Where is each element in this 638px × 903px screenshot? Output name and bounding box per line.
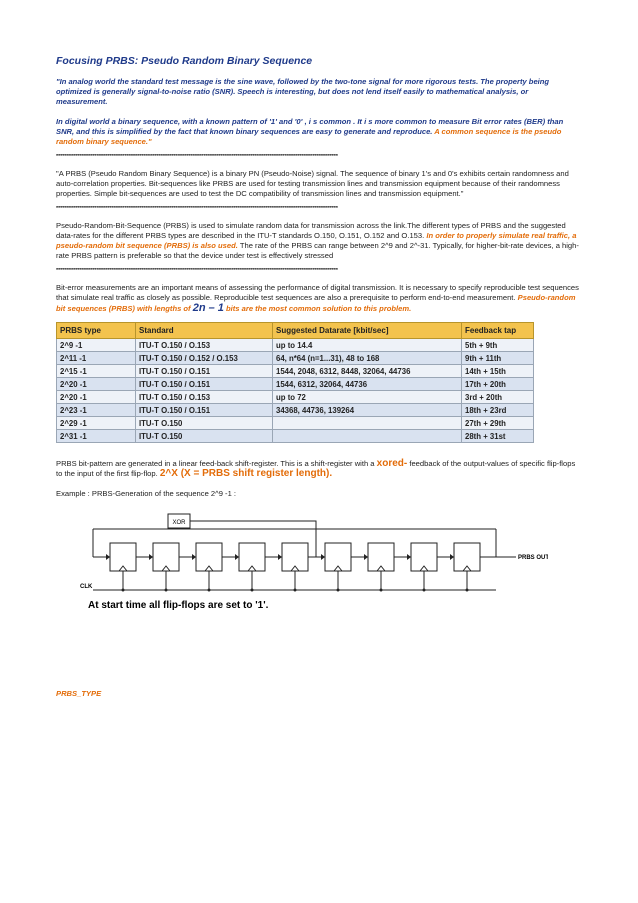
paragraph-prbs-usage-rate: The rate of the PRBS can range between 2^9 and 2^-31. Typically, for higher-bit-rate devices, a high-rate PRBS pattern is preferable so that the device under test is effectively stressed bbox=[56, 241, 579, 260]
arrow-icon bbox=[364, 554, 368, 560]
document-page bbox=[56, 55, 581, 619]
table-cell: up to 14.4 bbox=[273, 339, 462, 352]
table-header: Standard bbox=[136, 323, 273, 339]
arrow-icon bbox=[321, 554, 325, 560]
table-cell: 1544, 6312, 32064, 44736 bbox=[273, 378, 462, 391]
table-cell: 2^20 -1 bbox=[57, 391, 136, 404]
table-body bbox=[57, 339, 534, 443]
table-cell: ITU-T O.150 / O.151 bbox=[136, 365, 273, 378]
table-cell: 9th + 11th bbox=[462, 352, 534, 365]
table-cell: ITU-T O.150 bbox=[136, 417, 273, 430]
arrow-icon bbox=[106, 554, 110, 560]
table-row bbox=[57, 417, 534, 430]
paragraph-bit-error-end: bits are the most common solution to this problem. bbox=[226, 304, 412, 313]
paragraph-prbs-usage-highlight: In order to properly simulate real traffic, a pseudo-random bit sequence (PRBS) is also used. bbox=[56, 231, 577, 250]
table-cell: ITU-T O.150 / O.151 bbox=[136, 404, 273, 417]
table-row bbox=[57, 391, 534, 404]
table-cell: 34368, 44736, 139264 bbox=[273, 404, 462, 417]
table-header: PRBS type bbox=[57, 323, 136, 339]
flip-flop-chain bbox=[93, 521, 496, 592]
paragraph-prbs-definition: "A PRBS (Pseudo Random Binary Sequence) is a binary PN (Pseudo-Noise) signal. The sequence of binary 1's and 0's exhibits certain randomness and auto-correlation properties. Bit-sequences like PRBS are used for testing transmission lines and transmission equipment because of their randomness properties. Simple bit-sequences are used to test the DC compatibility of transmission lines and transmission equipment." bbox=[56, 169, 569, 198]
table-cell: 1544, 2048, 6312, 8448, 32064, 44736 bbox=[273, 365, 462, 378]
table-cell: 64, n*64 (n=1...31), 48 to 168 bbox=[273, 352, 462, 365]
table-cell: 27th + 29th bbox=[462, 417, 534, 430]
arrow-icon bbox=[407, 554, 411, 560]
table-row bbox=[57, 404, 534, 417]
table-header: Feedback tap bbox=[462, 323, 534, 339]
table-row bbox=[57, 365, 534, 378]
arrow-icon bbox=[192, 554, 196, 560]
table-row bbox=[57, 378, 534, 391]
paragraph-prbs-usage-text: Pseudo-Random-Bit-Sequence (PRBS) is used to simulate random data for transmission across the link.The different types of PRBS and the suggested data-rates for the different PRBS types are described in the ITU-T standards O.150, O.151, O.152 and O.153. bbox=[56, 221, 566, 240]
xor-label: XOR bbox=[172, 520, 186, 526]
paragraph-shift-register-text: PRBS bit-pattern are generated in a linear feed-back shift-register. This is a shift-register with a bbox=[56, 459, 375, 468]
table-header: Suggested Datarate [kbit/sec] bbox=[273, 323, 462, 339]
arrow-icon bbox=[278, 554, 282, 560]
separator-3: ************************************************************************************************************************************ bbox=[56, 268, 338, 274]
separator-1: ************************************************************************************************************************************ bbox=[56, 154, 338, 160]
table-cell: 2^31 -1 bbox=[57, 430, 136, 443]
paragraph-shift-register bbox=[56, 459, 581, 479]
paragraph-digital-text: In digital world a binary sequence, with a known pattern of '1' and '0' , i s common . It i s more common to measure Bit error rates (BER) than SNR, and this is simplified by the fact that known binary sequences are easy to generate and reproduce. bbox=[56, 117, 564, 136]
separator-2: ************************************************************************************************************************************ bbox=[56, 206, 338, 212]
table-cell: 2^20 -1 bbox=[57, 378, 136, 391]
formula-2n-1: 2n – 1 bbox=[192, 302, 224, 314]
table-cell: ITU-T O.150 / O.153 bbox=[136, 391, 273, 404]
paragraph-shift-register-cont: feedback of the output-values of specific flip-flops to the input of the first flip-flop. bbox=[56, 459, 576, 478]
table-cell: 2^29 -1 bbox=[57, 417, 136, 430]
arrow-icon bbox=[235, 554, 239, 560]
prbs-table bbox=[56, 322, 534, 443]
table-cell: up to 72 bbox=[273, 391, 462, 404]
table-cell: 14th + 15th bbox=[462, 365, 534, 378]
paragraph-prbs-usage bbox=[56, 221, 581, 261]
paragraph-bit-error bbox=[56, 283, 581, 314]
prbs-type-label: PRBS_TYPE bbox=[56, 689, 102, 698]
table-cell: 18th + 23rd bbox=[462, 404, 534, 417]
table-cell: ITU-T O.150 / O.152 / O.153 bbox=[136, 352, 273, 365]
table-cell: 17th + 20th bbox=[462, 378, 534, 391]
table-cell: ITU-T O.150 / O.151 bbox=[136, 378, 273, 391]
table-cell bbox=[273, 430, 462, 443]
table-cell: 2^9 -1 bbox=[57, 339, 136, 352]
table-cell: ITU-T O.150 bbox=[136, 430, 273, 443]
table-cell: 2^23 -1 bbox=[57, 404, 136, 417]
table-cell: 3rd + 20th bbox=[462, 391, 534, 404]
arrow-icon bbox=[450, 554, 454, 560]
table-row bbox=[57, 430, 534, 443]
table-cell: ITU-T O.150 / O.153 bbox=[136, 339, 273, 352]
diagram-caption: At start time all flip-flops are set to '1'. bbox=[88, 600, 269, 611]
example-label: Example : PRBS-Generation of the sequence 2^9 -1 : bbox=[56, 489, 237, 498]
arrow-icon bbox=[149, 554, 153, 560]
table-cell: 2^11 -1 bbox=[57, 352, 136, 365]
clk-label: CLK bbox=[80, 584, 93, 590]
table-cell: 28th + 31st bbox=[462, 430, 534, 443]
paragraph-analog: "In analog world the standard test message is the sine wave, followed by the two-tone signal for more rigorous tests. The property being optimized is generally signal-to-noise ratio (SNR). Speech is interesting, but does not lend itself easily to mathematical analysis, or measurement. bbox=[56, 77, 550, 106]
lfsr-svg bbox=[78, 509, 548, 614]
table-cell: 2^15 -1 bbox=[57, 365, 136, 378]
paragraph-digital bbox=[56, 117, 581, 147]
table-row bbox=[57, 339, 534, 352]
xored-highlight: xored- bbox=[376, 458, 408, 469]
page-title: Focusing PRBS: Pseudo Random Binary Sequence bbox=[56, 55, 313, 67]
table-row bbox=[57, 352, 534, 365]
paragraph-bit-error-highlight: Pseudo-random bit sequences (PRBS) with lengths of bbox=[56, 293, 576, 313]
table-cell: 5th + 9th bbox=[462, 339, 534, 352]
formula-2x: 2^X (X = PRBS shift register length). bbox=[159, 468, 333, 479]
paragraph-bit-error-text: Bit-error measurements are an important means of assessing the performance of digital transmission. It is necessary to specify reproducible test sequences that simulate real traffic as closely as possible. Reproducible test sequences are also a prerequisite to perform end-to-end measurement. bbox=[56, 283, 579, 302]
table-cell bbox=[273, 417, 462, 430]
paragraph-digital-highlight: A common sequence is the pseudo random binary sequence." bbox=[56, 127, 562, 146]
lfsr-diagram bbox=[78, 509, 581, 619]
prbs-out-label: PRBS OUT bbox=[518, 555, 548, 561]
